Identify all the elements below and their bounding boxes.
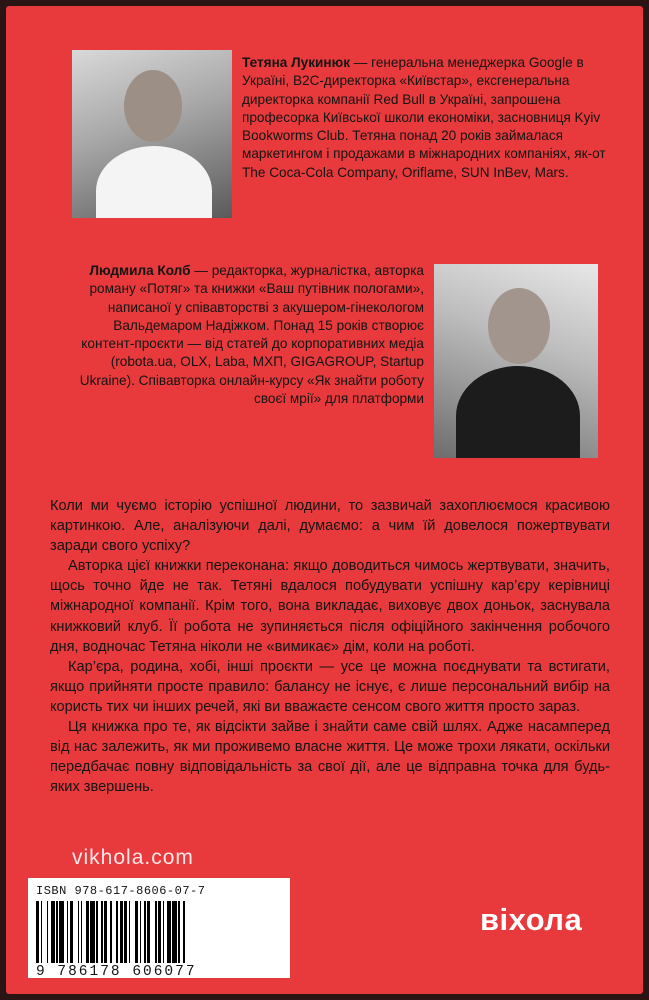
description-paragraph: Коли ми чуємо історію успішної людини, то зазвичай захоплюємося красивою картинкою. Але, аналізуючи далі, думаємо: а чим їй довелося пожертвувати заради свого успіху? (50, 498, 610, 555)
portrait-body (456, 366, 580, 458)
barcode-digits: 9 786178 606077 (36, 964, 197, 980)
book-description (50, 496, 610, 797)
publisher-logo: віхола (480, 902, 583, 937)
author-bio-text: — редакторка, журналістка, авторка роману «Потяг» та книжки «Ваш путівник пологами», написаної у співавторстві з акушером-гінекологом Вальдемаром Надіжком. Понад 15 років створює контент-проєкти — від статей до корпоративних медіа (robota.ua, OLX, Laba, МХП, GIGAGROUP, Startup Ukraine). Співавторка онлайн-курсу «Як знайти роботу своєї мрії» для платформи (79, 263, 424, 407)
portrait-head (124, 70, 182, 142)
description-paragraph: Ця книжка про те, як відсікти зайве і знайти саме свій шлях. Адже насамперед від нас залежить, як ми проживемо власне життя. Це може трохи лякати, оскільки передбачає повну відповідальність за свої дії, але це відправна точка для будь-яких звершень. (50, 719, 610, 796)
author-photo-tetiana (72, 50, 232, 218)
author-name: Людмила Колб (89, 263, 191, 278)
author-bio-liudmyla (58, 262, 424, 408)
author-bio-tetiana (242, 54, 622, 182)
author-name: Тетяна Лукинюк (242, 55, 351, 70)
book-back-cover (6, 6, 643, 994)
author-bio-text: — генеральна менеджерка Google в Україні, B2C-директорка «Київстар», ексгенеральна директорка компанії Red Bull в Україні, запрошена професорка Київської школи економіки, засновниця Kyiv Bookworms Club. Тетяна понад 20 років займалася маркетингом і продажами в міжнародних компаніях, як-от The Coca-Cola Company, Oriflame, SUN InBev, Mars. (242, 55, 606, 180)
description-paragraph: Кар’єра, родина, хобі, інші проєкти — усе це можна поєднувати та встигати, якщо прийняти просте правило: балансу не існує, є лише персональний вибір на користь тих чи інших речей, які ви вважаєте сенсом свого життя просто зараз. (50, 658, 610, 715)
portrait-head (488, 288, 550, 364)
author-photo-liudmyla (434, 264, 598, 458)
barcode-bars (36, 901, 282, 963)
barcode-bar (185, 901, 188, 963)
publisher-website: vikhola.com (72, 846, 194, 869)
description-paragraph: Авторка цієї книжки переконана: якщо доводиться чимось жертвувати, значить, щось точно йде не так. Тетяні вдалося побудувати успішну кар’єру керівниці міжнародної компанії. Крім того, вона викладає, виховує двох доньок, заснувала книжковий клуб. Її робота не зупиняється після офіційного закінчення робочого дня, водночас Тетяна ніколи не «вимикає» дім, коли на роботі. (50, 558, 610, 655)
isbn-number: ISBN 978-617-8606-07-7 (36, 884, 206, 898)
portrait-body (96, 146, 212, 218)
isbn-barcode (28, 878, 290, 978)
